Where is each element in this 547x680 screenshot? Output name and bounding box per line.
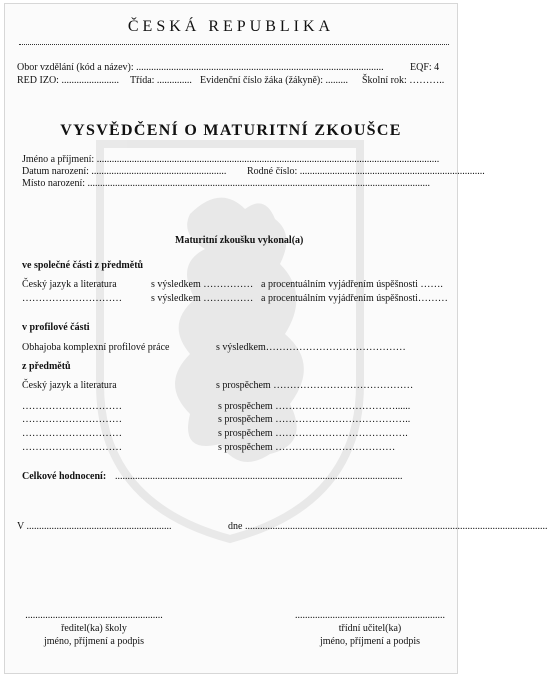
subject-row-2-result: s prospěchem ………………………………...... [218,401,411,412]
teacher-role: třídní učitel(ka) [338,623,402,634]
birth-date-field: Datum narození: ...................................................... [22,166,227,177]
common-row-1-subject: Český jazyk a literatura [22,279,117,290]
profile-part-heading: v profilové části [22,322,90,333]
subject-row-5-name: ………………………… [22,442,122,453]
obor-field: Obor vzdělání (kód a název): ................................................................................................... [17,62,384,73]
evidencni-cislo-field: Evidenční číslo žáka (žákyně): ......... [200,75,348,86]
date-field: dne ......................................................................................................................... [228,521,547,532]
common-row-2-subject: ………………………… [22,293,122,304]
subject-row-3-result: s prospěchem ………………………………….. [218,414,411,425]
name-field: Jméno a příjmení: ......................................................................................................................................... [22,154,440,165]
document-title: VYSVĚDČENÍ O MATURITNÍ ZKOUŠCE [60,122,402,139]
header-divider [19,44,449,45]
country-header: ČESKÁ REPUBLIKA [127,18,335,35]
teacher-signature-line: ............................................................ [295,610,445,621]
common-part-heading: ve společné části z předmětů [22,260,144,271]
red-izo-field: RED IZO: ....................... [17,75,119,86]
subject-row-4-result: s prospěchem …………………………………. [218,428,408,439]
place-field: V .......................................................... [17,521,172,532]
principal-sub: jméno, příjmení a podpis [44,636,144,647]
certificate-page [4,3,547,674]
common-row-2-percent: a procentuálním vyjádřením úspěšnosti……… [261,293,448,304]
subject-row-1-result: s prospěchem …………………………………… [216,380,414,391]
overall-value: ................................................................................................................... [115,471,403,482]
subject-row-1-name: Český jazyk a literatura [22,380,117,391]
birth-place-field: Místo narození: ......................................................................................................................................... [22,178,431,189]
exam-heading: Maturitní zkoušku vykonal(a) [175,235,304,246]
profile-row-result: s výsledkem…………………………………… [216,342,406,353]
trida-field: Třída: .............. [130,75,192,86]
subject-row-3-name: ………………………… [22,414,122,425]
common-row-2-result: s výsledkem …………… [151,293,254,304]
skolni-rok-field: Školní rok: ……….. [362,75,445,86]
eqf-label: EQF: 4 [410,62,440,73]
subjects-heading: z předmětů [22,361,71,372]
common-row-1-result: s výsledkem …………… [151,279,254,290]
birth-number-field: Rodné číslo: .......................................................................... [247,166,485,177]
principal-signature-line: ....................................................... [25,610,163,621]
subject-row-4-name: ………………………… [22,428,122,439]
profile-row-subject: Obhajoba komplexní profilové práce [22,342,170,353]
principal-role: ředitel(ka) školy [61,623,127,634]
overall-label: Celkové hodnocení: [22,471,107,482]
teacher-sub: jméno, příjmení a podpis [320,636,420,647]
common-row-1-percent: a procentuálním vyjádřením úspěšnosti ……. [261,279,443,290]
subject-row-2-name: ………………………… [22,401,122,412]
subject-row-5-result: s prospěchem ……………………………… [218,442,396,453]
